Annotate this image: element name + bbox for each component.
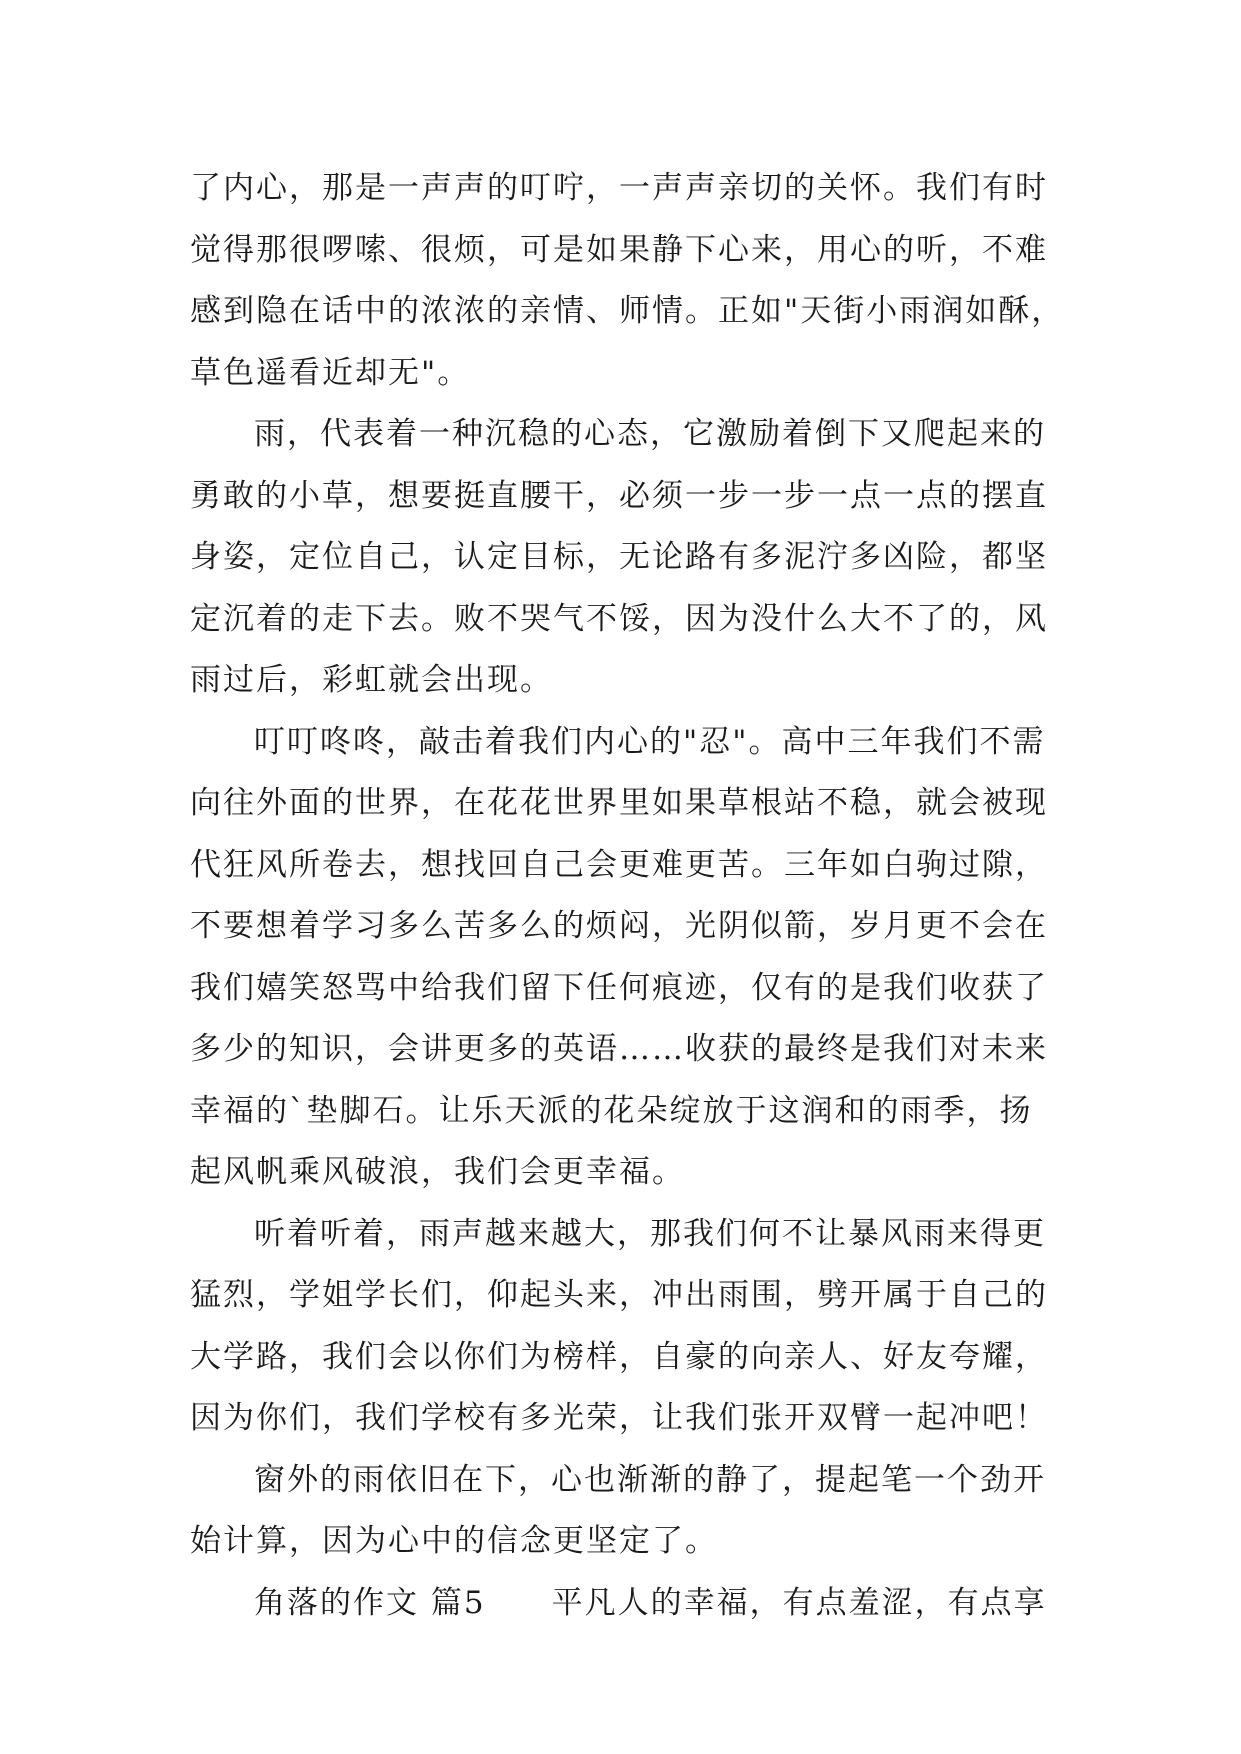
text-line: 我们嬉笑怒骂中给我们留下任何痕迹，仅有的是我们收获了 <box>190 969 1048 1006</box>
paragraph-start-line: 窗外的雨依旧在下，心也渐渐的静了，提起笔一个劲开 <box>254 1461 1046 1498</box>
text-line: 多少的知识，会讲更多的英语……收获的最终是我们对未来 <box>190 1031 1048 1067</box>
text-line: 身姿，定位自己，认定目标，无论路有多泥泞多凶险，都坚 <box>190 539 1048 575</box>
document-body <box>190 158 1065 1634</box>
text-line: 不要想着学习多么苦多么的烦闷，光阴似箭，岁月更不会在 <box>190 908 1048 944</box>
text-line: 代狂风所卷去，想找回自己会更难更苦。三年如白驹过隙， <box>190 846 1048 883</box>
paragraph-start-line: 叮叮咚咚，敲击着我们内心的"忍"。高中三年我们不需 <box>254 723 1046 760</box>
text-line: 草色遥看近却无"。 <box>190 354 471 391</box>
paragraph-start-line: 雨，代表着一种沉稳的心态，它激励着倒下又爬起来的 <box>254 416 1046 452</box>
text-line: 觉得那很啰嗦、很烦，可是如果静下心来，用心的听，不难 <box>190 231 1048 268</box>
section-heading-line: 角落的作文 篇5 平凡人的幸福，有点羞涩，有点享 <box>254 1584 1047 1621</box>
text-line: 因为你们，我们学校有多光荣，让我们张开双臂一起冲吧！ <box>190 1400 1048 1436</box>
paragraph-start-line: 听着听着，雨声越来越大，那我们何不让暴风雨来得更 <box>254 1215 1046 1252</box>
text-line: 感到隐在话中的浓浓的亲情、师情。正如"天街小雨润如酥， <box>190 293 1065 329</box>
text-line: 起风帆乘风破浪，我们会更幸福。 <box>190 1154 685 1190</box>
text-line: 雨过后，彩虹就会出现。 <box>190 662 553 698</box>
text-line: 猛烈，学姐学长们，仰起头来，冲出雨围，劈开属于自己的 <box>190 1277 1048 1313</box>
text-line: 大学路，我们会以你们为榜样，自豪的向亲人、好友夸耀， <box>190 1338 1048 1375</box>
text-line: 定沉着的走下去。败不哭气不馁，因为没什么大不了的，风 <box>190 600 1048 637</box>
text-line: 幸福的`垫脚石。让乐天派的花朵绽放于这润和的雨季，扬 <box>190 1092 1033 1129</box>
text-line: 了内心，那是一声声的叮咛，一声声亲切的关怀。我们有时 <box>190 170 1048 206</box>
text-line: 勇敢的小草，想要挺直腰干，必须一步一步一点一点的摆直 <box>190 477 1048 514</box>
text-line: 向往外面的世界，在花花世界里如果草根站不稳，就会被现 <box>190 785 1048 821</box>
text-line: 始计算，因为心中的信念更坚定了。 <box>190 1523 718 1559</box>
